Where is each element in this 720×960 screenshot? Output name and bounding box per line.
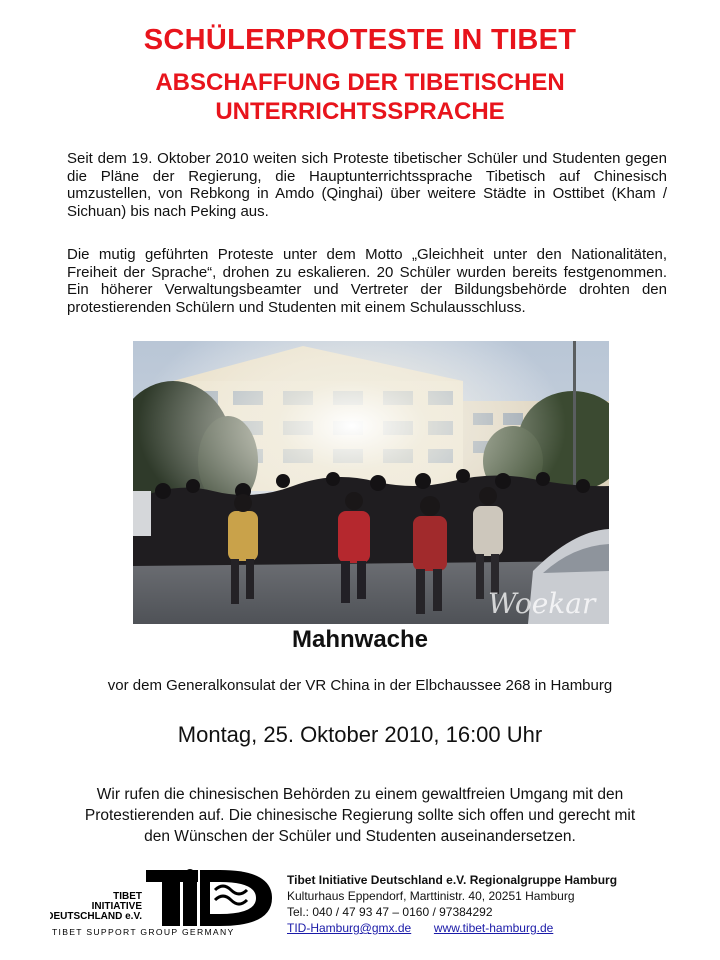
logo-line-2: INITIATIVE — [91, 901, 142, 912]
protest-photo-illustration — [133, 341, 609, 624]
event-date: Montag, 25. Oktober 2010, 16:00 Uhr — [177, 722, 543, 747]
appeal-line-1: Wir rufen die chinesischen Behörden zu einem gewaltfreien Umgang mit den — [96, 786, 624, 803]
subtitle-line-1: ABSCHAFFUNG DER TIBETISCHEN — [155, 69, 565, 96]
subtitle-line-2: UNTERRICHTSSPRACHE — [215, 98, 505, 125]
intro-paragraph: Seit dem 19. Oktober 2010 weiten sich Proteste tibetischer Schüler und Studenten gegen die Pläne der Regierung, die Hauptunterrichtssprache Tibetisch auf Chinesisch umzustellen, von Rebkong in Amdo (Qinghai) über weitere Städte in Osttibet (Kham / Sichuan) bis nach Peking aus. — [67, 150, 667, 220]
appeal-line-2: Protestierenden auf. Die chinesische Regierung sollte sich offen und gerecht mit — [84, 807, 636, 824]
appeal-text — [0, 784, 720, 847]
appeal-line-3: den Wünschen der Schüler und Studenten auseinandersetzen. — [144, 828, 576, 845]
event-title: Mahnwache — [291, 626, 429, 653]
protest-paragraph: Die mutig geführten Proteste unter dem Motto „Gleichheit unter den Nationalitäten, Freiheit der Sprache“, drohen zu eskalieren. 20 Schüler wurden bereits festgenommen. Ein höherer Verwaltungsbeamter und Vertreter der Bildungsbehörde drohten den protestierenden Schülern und Studenten mit einem Schulausschluss. — [67, 246, 667, 316]
org-website-link[interactable]: www.tibet-hamburg.de — [433, 921, 554, 935]
org-name: Tibet Initiative Deutschland e.V. Regionalgruppe Hamburg — [287, 873, 618, 887]
logo-line-3: DEUTSCHLAND e.V. — [50, 911, 142, 922]
organization-contact — [287, 872, 617, 936]
photo-watermark: Woekar — [488, 587, 596, 620]
page-title: SCHÜLERPROTESTE IN TIBET — [143, 24, 577, 56]
tid-logo — [50, 868, 272, 938]
logo-tagline: TIBET SUPPORT GROUP GERMANY — [52, 927, 235, 937]
tid-logo-graphic — [50, 868, 272, 938]
org-address: Kulturhaus Eppendorf, Marttinistr. 40, 20251 Hamburg — [287, 889, 575, 903]
page-subtitle — [0, 68, 720, 126]
protest-photo — [133, 341, 609, 624]
org-phone: Tel.: 040 / 47 93 47 – 0160 / 97384292 — [287, 905, 493, 919]
org-email-link[interactable]: TID-Hamburg@gmx.de — [287, 921, 412, 935]
logo-line-1: TIBET — [113, 891, 142, 902]
event-location: vor dem Generalkonsulat der VR China in der Elbchaussee 268 in Hamburg — [107, 677, 613, 694]
